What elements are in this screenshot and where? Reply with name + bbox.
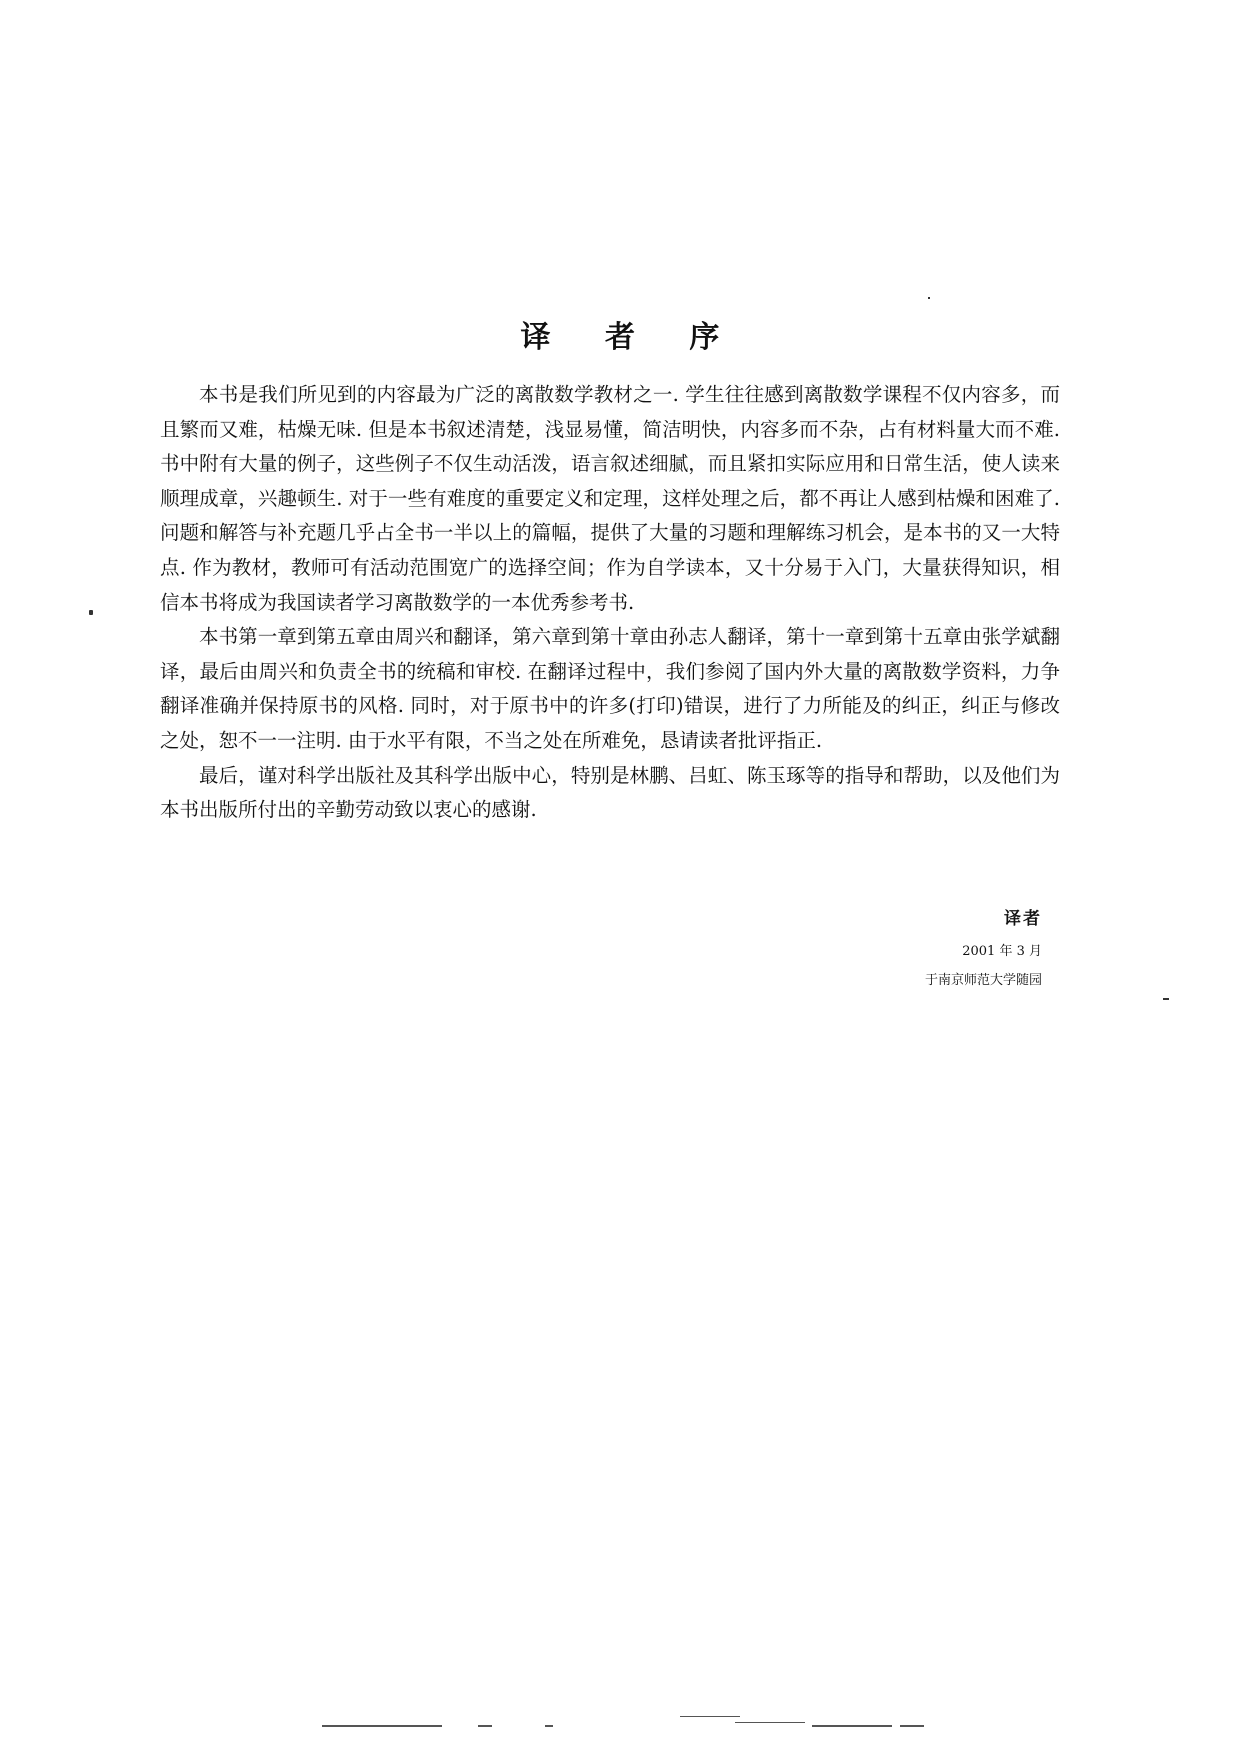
signature-place: 于南京师范大学随园: [924, 973, 1042, 988]
paragraph-1: 本书是我们所见到的内容最为广泛的离散数学教材之一. 学生往往感到离散数学课程不仅内容多，而且繁而又难，枯燥无味. 但是本书叙述清楚，浅显易懂，简洁明快，内容多而不杂，占有材料量大而不难. 书中附有大量的例子，这些例子不仅生动活泼，语言叙述细腻，而且紧扣实际应用和日常生活，使人读来顺理成章，兴趣顿生. 对于一些有难度的重要定义和定理，这样处理之后，都不再让人感到枯燥和困难了. 问题和解答与补充题几乎占全书一半以上的篇幅，提供了大量的习题和理解练习机会，是本书的又一大特点. 作为教材，教师可有活动范围宽广的选择空间；作为自学读本，又十分易于入门，大量获得知识，相信本书将成为我国读者学习离散数学的一本优秀参考书.: [160, 383, 1060, 614]
scan-streak: [322, 1725, 442, 1727]
paragraph-2: 本书第一章到第五章由周兴和翻译，第六章到第十章由孙志人翻译，第十一章到第十五章由张学斌翻译，最后由周兴和负责全书的统稿和审校. 在翻译过程中，我们参阅了国内外大量的离散数学资料，力争翻译准确并保持原书的风格. 同时，对于原书中的许多(打印)错误，进行了力所能及的纠正，纠正与修改之处，恕不一一注明. 由于水平有限，不当之处在所难免，恳请读者批评指正.: [160, 625, 1060, 752]
scan-streak: [735, 1722, 805, 1723]
signature-date: 2001 年 3 月: [962, 944, 1042, 959]
scan-speck: [89, 610, 93, 615]
page-title: 译 者 序: [520, 320, 742, 355]
scan-streak: [478, 1725, 492, 1727]
scan-streak: [900, 1725, 924, 1727]
scan-streak: [812, 1725, 892, 1727]
scan-streak: [680, 1716, 740, 1717]
scan-speck: [1163, 998, 1169, 1000]
scan-streak: [545, 1725, 553, 1727]
scan-speck: [928, 297, 930, 299]
paragraph-3: 最后，谨对科学出版社及其科学出版中心，特别是林鹏、吕虹、陈玉琢等的指导和帮助，以及他们为本书出版所付出的辛勤劳动致以衷心的感谢.: [160, 763, 1060, 822]
signature-name: 译者: [1004, 909, 1042, 929]
preface-body: [160, 378, 1060, 828]
